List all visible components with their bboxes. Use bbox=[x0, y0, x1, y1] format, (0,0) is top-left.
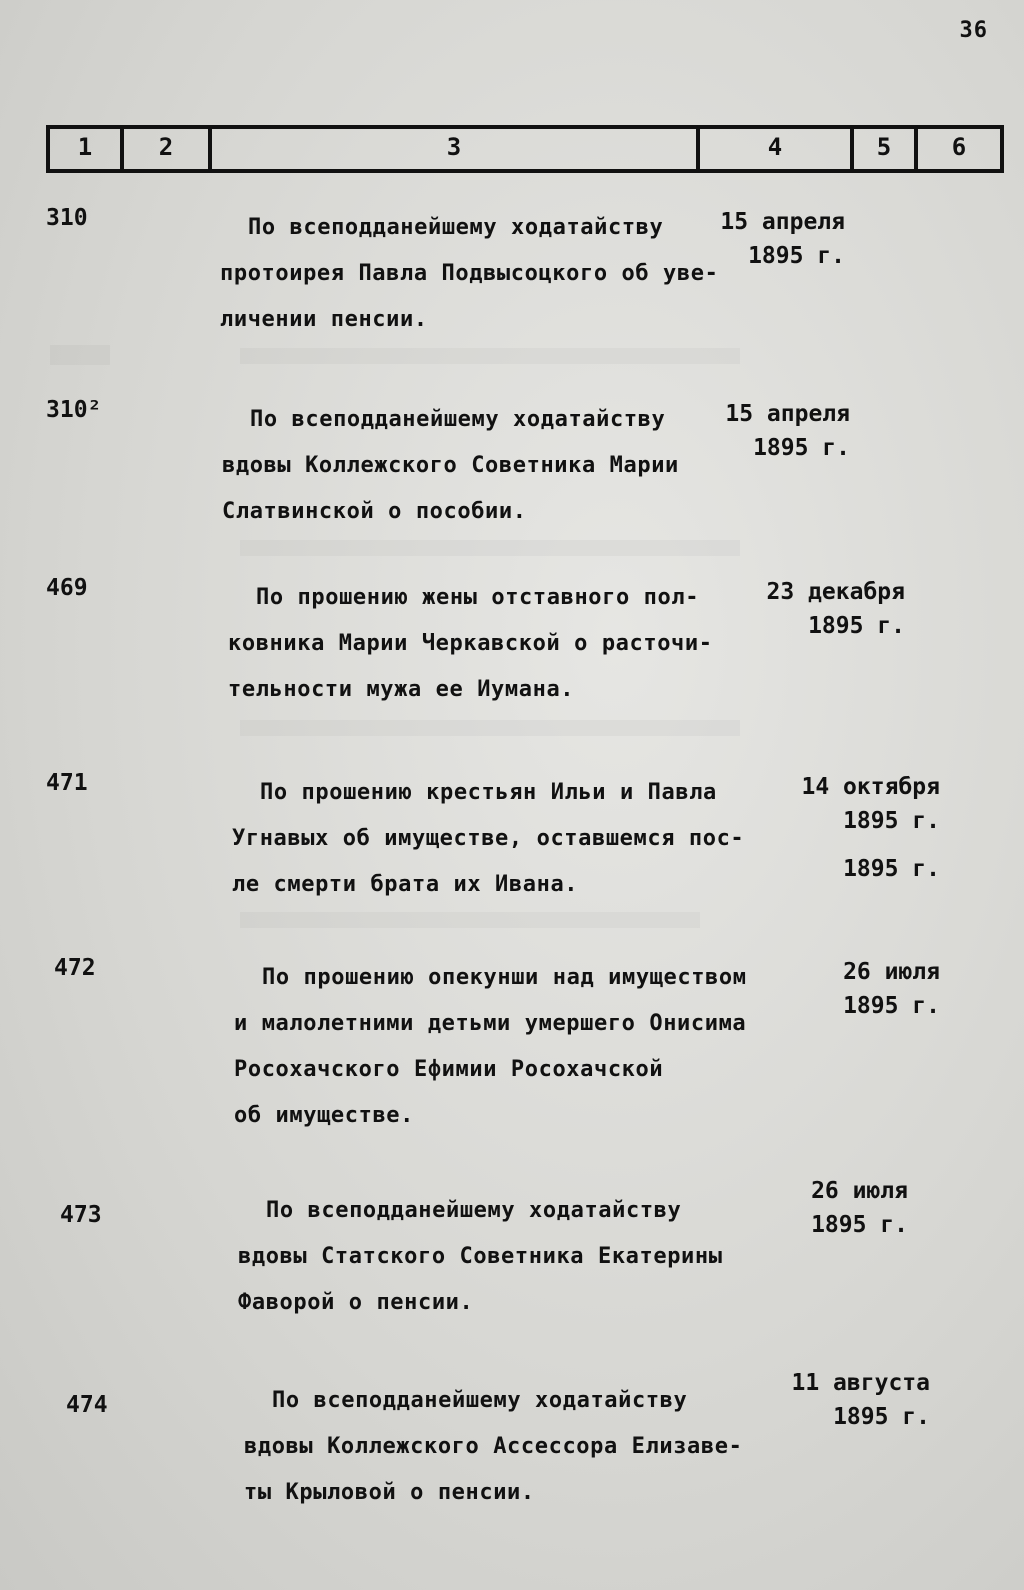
column-header-2: 2 bbox=[158, 133, 174, 161]
entry-description bbox=[232, 770, 792, 908]
entry-line: ты Крыловой о пенсии. bbox=[244, 1480, 535, 1505]
entry-date-day: 15 апреля bbox=[720, 209, 845, 235]
entry-date-year: 1895 г. bbox=[753, 435, 850, 461]
entry-line: По всеподданейшему ходатайству bbox=[250, 407, 666, 432]
entry-line: и малолетними детьми умершего Онисима bbox=[234, 1011, 747, 1036]
entry-line: По всеподданейшему ходатайству bbox=[272, 1388, 688, 1413]
entry-date-day: 26 июля bbox=[843, 959, 940, 985]
entry-line: Угнавых об имуществе, оставшемся пос- bbox=[232, 826, 745, 851]
entry-description bbox=[228, 575, 788, 713]
entry-line: протоирея Павла Подвысоцкого об уве- bbox=[220, 261, 719, 286]
entry-line: По прошению опекунши над имуществом bbox=[262, 965, 747, 990]
entry-date-year: 1895 г. bbox=[748, 243, 845, 269]
entry-date-year: 1895 г. bbox=[811, 1212, 908, 1238]
entry-date-year: 1895 г. bbox=[833, 1404, 930, 1430]
entry-line: об имуществе. bbox=[234, 1103, 414, 1128]
header-rule-top bbox=[46, 125, 1004, 129]
column-header-4: 4 bbox=[767, 133, 783, 161]
header-rule-bottom bbox=[46, 169, 1004, 173]
bleed-through-mark bbox=[50, 345, 110, 365]
entry-date bbox=[740, 770, 940, 886]
entry-date-day: 14 октября bbox=[801, 774, 940, 800]
entry-line: вдовы Коллежского Ассессора Елизаве- bbox=[244, 1434, 743, 1459]
column-header-1: 1 bbox=[77, 133, 93, 161]
entry-line: Слатвинской о пособии. bbox=[222, 499, 527, 524]
entry-date-day: 11 августа bbox=[791, 1370, 930, 1396]
bleed-through-mark bbox=[240, 348, 740, 364]
entry-line: личении пенсии. bbox=[220, 307, 428, 332]
entry-date bbox=[650, 397, 850, 465]
entry-number: 310² bbox=[46, 397, 102, 423]
entry-line: По всеподданейшему ходатайству bbox=[266, 1198, 682, 1223]
entry-description bbox=[244, 1378, 804, 1516]
entry-line: По всеподданейшему ходатайству bbox=[248, 215, 664, 240]
entry-number: 469 bbox=[46, 575, 88, 601]
entry-date-day: 26 июля bbox=[811, 1178, 908, 1204]
column-header-3: 3 bbox=[446, 133, 462, 161]
entry-line: По прошению крестьян Ильи и Павла bbox=[260, 780, 717, 805]
entry-date-year: 1895 г. bbox=[843, 808, 940, 834]
entry-number: 474 bbox=[66, 1392, 108, 1418]
entry-line: ковника Марии Черкавской о расточи- bbox=[228, 631, 713, 656]
header-separator bbox=[1000, 125, 1004, 173]
column-header-5: 5 bbox=[876, 133, 892, 161]
entry-line: По прошению жены отставного пол- bbox=[256, 585, 700, 610]
page-number: 36 bbox=[959, 18, 988, 43]
entry-date-day: 15 апреля bbox=[725, 401, 850, 427]
entry-date bbox=[705, 575, 905, 643]
bleed-through-mark bbox=[240, 912, 700, 928]
entry-number: 473 bbox=[60, 1202, 102, 1228]
entry-date bbox=[740, 955, 940, 1023]
entry-date bbox=[708, 1174, 908, 1242]
entry-line: Росохачского Ефимии Росохачской bbox=[234, 1057, 664, 1082]
entry-date-day: 23 декабря bbox=[766, 579, 905, 605]
entry-date-year: 1895 г. bbox=[843, 993, 940, 1019]
bleed-through-mark bbox=[240, 720, 740, 736]
entry-date bbox=[645, 205, 845, 273]
column-header-6: 6 bbox=[951, 133, 967, 161]
entry-date bbox=[730, 1366, 930, 1434]
column-header-table bbox=[46, 125, 1004, 173]
entry-line: ле смерти брата их Ивана. bbox=[232, 872, 579, 897]
entry-date-year: 1895 г. bbox=[808, 613, 905, 639]
entry-date-year: 1895 г. bbox=[843, 856, 940, 882]
entry-description bbox=[234, 955, 794, 1139]
entry-line: тельности мужа ее Иумана. bbox=[228, 677, 575, 702]
entry-line: вдовы Статского Советника Екатерины bbox=[238, 1244, 723, 1269]
bleed-through-mark bbox=[240, 540, 740, 556]
entry-number: 472 bbox=[54, 955, 96, 981]
entry-line: вдовы Коллежского Советника Марии bbox=[222, 453, 679, 478]
entry-number: 310 bbox=[46, 205, 88, 231]
entry-number: 471 bbox=[46, 770, 88, 796]
entry-line: Фаворой о пенсии. bbox=[238, 1290, 474, 1315]
